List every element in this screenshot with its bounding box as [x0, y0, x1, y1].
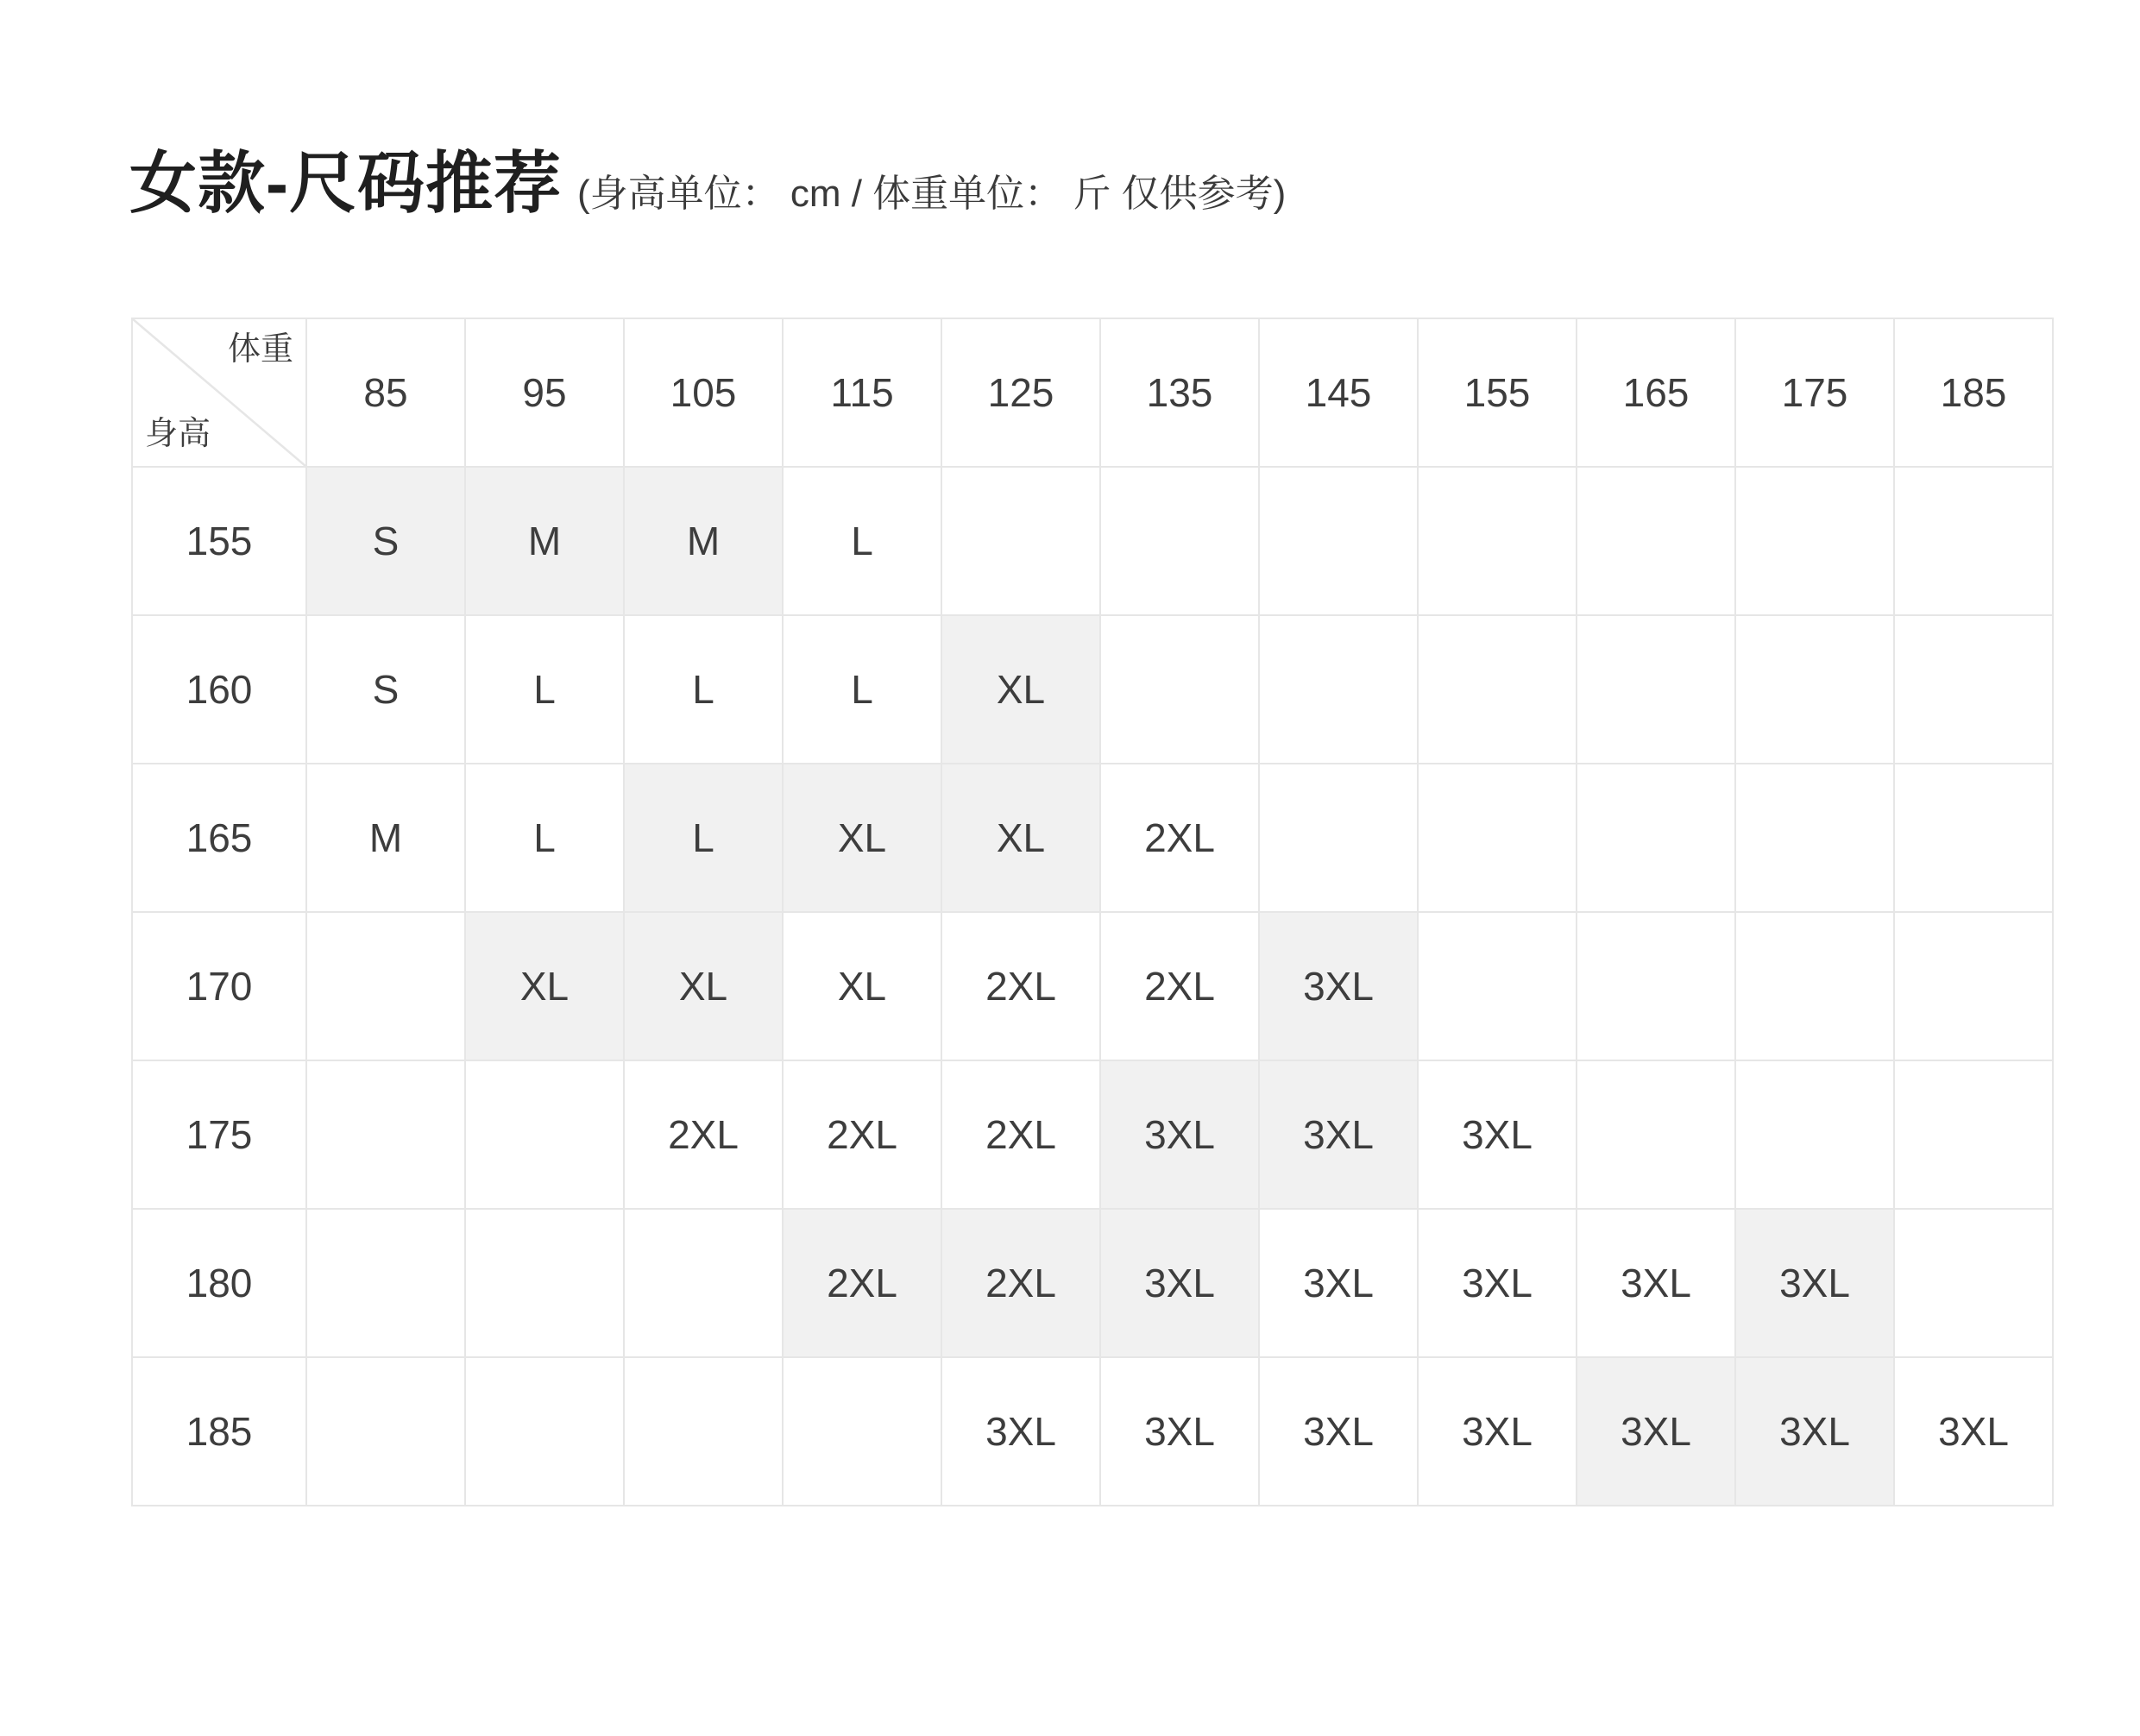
size-cell: 2XL	[941, 1209, 1100, 1357]
size-cell	[1894, 467, 2053, 615]
size-cell: S	[306, 467, 465, 615]
size-cell: XL	[624, 912, 783, 1060]
size-cell: 3XL	[1259, 1060, 1418, 1209]
size-cell: 2XL	[941, 912, 1100, 1060]
size-cell	[306, 1060, 465, 1209]
size-cell: S	[306, 615, 465, 764]
height-header-cell: 155	[132, 467, 306, 615]
size-cell	[306, 912, 465, 1060]
size-cell: 3XL	[1418, 1060, 1577, 1209]
size-cell	[1735, 912, 1894, 1060]
size-cell: 3XL	[1735, 1209, 1894, 1357]
size-cell: 3XL	[941, 1357, 1100, 1506]
size-cell: 3XL	[1259, 912, 1418, 1060]
size-cell: M	[624, 467, 783, 615]
weight-header-cell: 85	[306, 318, 465, 467]
size-cell: 3XL	[1259, 1357, 1418, 1506]
size-recommendation-table	[131, 318, 2054, 1506]
weight-header-cell: 185	[1894, 318, 2053, 467]
weight-header-cell: 95	[465, 318, 624, 467]
page-title-main: 女款-尺码推荐	[129, 145, 562, 221]
height-header-cell: 180	[132, 1209, 306, 1357]
size-cell	[1894, 764, 2053, 912]
table-row	[132, 615, 2053, 764]
size-cell: 2XL	[624, 1060, 783, 1209]
weight-header-cell: 105	[624, 318, 783, 467]
table-header-row	[132, 318, 2053, 467]
size-cell	[1577, 912, 1735, 1060]
size-cell	[1735, 1060, 1894, 1209]
size-cell: M	[306, 764, 465, 912]
size-cell	[465, 1357, 624, 1506]
table-body	[132, 467, 2053, 1506]
size-cell: L	[624, 615, 783, 764]
size-cell: L	[624, 764, 783, 912]
table-row	[132, 764, 2053, 912]
size-cell: 3XL	[1100, 1357, 1259, 1506]
size-cell	[1100, 615, 1259, 764]
weight-header-cell: 145	[1259, 318, 1418, 467]
height-header-cell: 160	[132, 615, 306, 764]
page-title-subtitle: (身高单位： cm / 体重单位： 斤 仅供参考)	[576, 173, 1287, 215]
weight-header-cell: 135	[1100, 318, 1259, 467]
weight-header-cell: 165	[1577, 318, 1735, 467]
height-header-cell: 170	[132, 912, 306, 1060]
size-cell	[1100, 467, 1259, 615]
size-cell	[465, 1209, 624, 1357]
size-cell	[1894, 615, 2053, 764]
size-cell: 3XL	[1418, 1357, 1577, 1506]
size-cell	[1894, 912, 2053, 1060]
size-cell: L	[783, 615, 941, 764]
size-cell	[306, 1209, 465, 1357]
weight-header-cell: 175	[1735, 318, 1894, 467]
size-cell: L	[465, 764, 624, 912]
size-cell	[1894, 1060, 2053, 1209]
size-cell	[1735, 764, 1894, 912]
size-cell	[465, 1060, 624, 1209]
size-cell: L	[465, 615, 624, 764]
size-cell: 3XL	[1100, 1209, 1259, 1357]
weight-axis-label: 体重	[227, 331, 293, 368]
size-cell: 2XL	[783, 1060, 941, 1209]
table-row	[132, 1209, 2053, 1357]
corner-axis-cell	[132, 318, 306, 467]
size-cell	[1894, 1209, 2053, 1357]
size-cell: XL	[783, 764, 941, 912]
size-cell: M	[465, 467, 624, 615]
size-cell	[624, 1357, 783, 1506]
page-title	[129, 129, 1286, 226]
size-cell	[1418, 467, 1577, 615]
size-cell	[624, 1209, 783, 1357]
size-cell: 3XL	[1577, 1357, 1735, 1506]
size-cell	[1577, 1060, 1735, 1209]
size-cell: XL	[941, 615, 1100, 764]
table-row	[132, 912, 2053, 1060]
size-cell: 3XL	[1100, 1060, 1259, 1209]
table-row	[132, 467, 2053, 615]
size-cell	[1735, 467, 1894, 615]
size-cell	[1259, 615, 1418, 764]
table-header	[132, 318, 2053, 467]
height-header-cell: 185	[132, 1357, 306, 1506]
size-cell: 3XL	[1577, 1209, 1735, 1357]
size-cell	[941, 467, 1100, 615]
height-axis-label: 身高	[145, 416, 211, 452]
size-cell: 2XL	[1100, 912, 1259, 1060]
size-cell	[1577, 467, 1735, 615]
size-cell	[1259, 467, 1418, 615]
size-cell: XL	[465, 912, 624, 1060]
table-row	[132, 1060, 2053, 1209]
size-cell: 3XL	[1259, 1209, 1418, 1357]
size-cell	[1577, 615, 1735, 764]
size-cell	[1418, 764, 1577, 912]
size-cell: 3XL	[1418, 1209, 1577, 1357]
size-cell: 2XL	[1100, 764, 1259, 912]
size-cell: XL	[941, 764, 1100, 912]
size-cell: 3XL	[1894, 1357, 2053, 1506]
size-cell: 2XL	[941, 1060, 1100, 1209]
size-cell	[306, 1357, 465, 1506]
size-cell	[1259, 764, 1418, 912]
height-header-cell: 165	[132, 764, 306, 912]
size-cell	[783, 1357, 941, 1506]
size-cell	[1735, 615, 1894, 764]
size-cell: XL	[783, 912, 941, 1060]
weight-header-cell: 115	[783, 318, 941, 467]
table-row	[132, 1357, 2053, 1506]
size-cell	[1577, 764, 1735, 912]
height-header-cell: 175	[132, 1060, 306, 1209]
size-cell	[1418, 912, 1577, 1060]
size-cell: 3XL	[1735, 1357, 1894, 1506]
size-cell: 2XL	[783, 1209, 941, 1357]
weight-header-cell: 125	[941, 318, 1100, 467]
weight-header-cell: 155	[1418, 318, 1577, 467]
size-cell	[1418, 615, 1577, 764]
size-cell: L	[783, 467, 941, 615]
